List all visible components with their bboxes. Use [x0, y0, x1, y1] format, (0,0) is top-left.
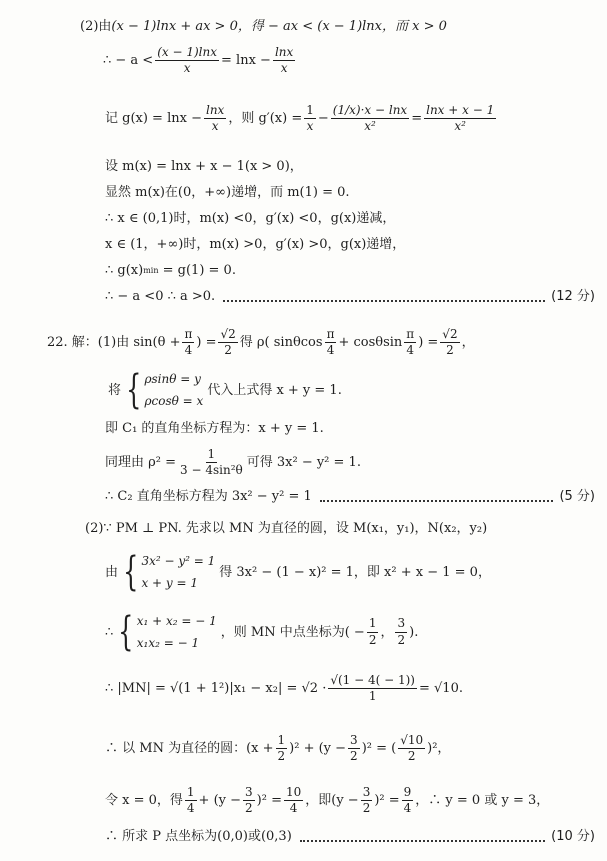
q22-mn-length [105, 674, 463, 703]
score-label: (5 分) [559, 489, 595, 504]
num: 1 [367, 617, 379, 632]
q22-c2-result [105, 490, 595, 503]
den: 2 [350, 749, 358, 764]
text: = √10. [418, 681, 463, 697]
den: 2 [277, 749, 286, 764]
fraction [218, 328, 237, 357]
q22-system2 [105, 549, 491, 595]
text: ，则 MN 中点坐标为( − [220, 624, 365, 640]
leader-dots [223, 292, 545, 302]
text: = lnx − [221, 53, 271, 69]
den: 4 [326, 343, 335, 358]
den: 4 [184, 343, 193, 358]
num: √2 [440, 328, 459, 343]
fraction [204, 104, 226, 133]
text: 22. 解：(1)由 sin(θ + [47, 335, 181, 351]
text: ∴ 以 MN 为直径的圆：(x + [105, 741, 274, 757]
num: lnx + x − 1 [424, 104, 496, 119]
q21-part2-line1 [80, 20, 447, 33]
den: 2 [446, 343, 454, 358]
text: )² = [374, 793, 400, 809]
num: 1 [304, 104, 316, 119]
fraction [243, 786, 255, 815]
text: )² = [256, 793, 282, 809]
den: 1 [368, 689, 377, 704]
fraction [178, 448, 245, 477]
q22-final-answer [105, 830, 595, 843]
left-brace-icon: { [123, 549, 139, 595]
q21-part2-line8 [105, 264, 236, 277]
text: ∴ C₂ 直角坐标方程为 3x² − y² = 1 [105, 489, 312, 504]
text: ，即(y − [305, 793, 359, 809]
text: )² = ( [361, 741, 397, 757]
left-brace-icon: { [126, 367, 142, 413]
num: 3 [348, 734, 360, 749]
den: 3 − 4sin²θ [180, 463, 243, 478]
text: ∴ [105, 624, 114, 640]
num: (x − 1)lnx [155, 46, 219, 61]
text: + cosθsin [338, 335, 403, 351]
fraction [395, 617, 407, 646]
text: )² + (y − [289, 741, 347, 757]
text: ∴ |MN| = √(1 + 1²)|x₁ − x₂| = √2 · [105, 681, 327, 697]
q22-let-x-zero [105, 786, 549, 815]
equation: ρcosθ = x [144, 394, 204, 408]
text: 由 [105, 564, 119, 580]
den: x² [364, 119, 376, 134]
den: x² [454, 119, 466, 134]
text: ，则 g′(x) = [228, 111, 303, 127]
system-of-equations [118, 549, 216, 595]
den: 4 [289, 801, 298, 816]
text: ∴ 所求 P 点坐标为(0,0)或(0,3) [105, 829, 292, 844]
q22-part2-line1: (2)∵ PM ⊥ PN. 先求以 MN 为直径的圆，设 M(x₁，y₁)，N(x₂，y₂) [85, 521, 488, 536]
text: ∴ g(x) [105, 263, 144, 278]
num: 1 [185, 786, 197, 801]
q22-c2-line [105, 448, 361, 477]
num: 10 [284, 786, 303, 801]
den: 4 [406, 343, 415, 358]
num: √2 [218, 328, 237, 343]
num: 9 [402, 786, 414, 801]
q21-part2-line9 [105, 290, 595, 303]
leader-dots [320, 492, 554, 502]
q21-part2-line6: ∴ x ∈ (0,1)时，m(x) <0，g′(x) <0，g(x)递减， [105, 211, 396, 226]
num: π [182, 328, 194, 343]
den: 4 [186, 801, 195, 816]
q21-part2-line2 [103, 46, 297, 75]
fraction [404, 328, 416, 357]
equation: 3x² − y² = 1 [141, 554, 216, 568]
fraction [182, 328, 194, 357]
den: 2 [224, 343, 232, 358]
num: (1/x)·x − lnx [331, 104, 409, 119]
text: 将 [108, 382, 122, 398]
fraction [328, 674, 417, 703]
den: 2 [407, 749, 416, 764]
system-of-equations [121, 367, 204, 413]
num: lnx [204, 104, 226, 119]
system-of-equations [113, 609, 217, 655]
q21-part2-line4: 设 m(x) = lnx + x − 1(x > 0)， [105, 159, 303, 174]
fraction [424, 104, 496, 133]
text: ) = [196, 335, 217, 351]
num: 1 [276, 734, 288, 749]
den: 2 [245, 801, 253, 816]
den: 2 [397, 632, 406, 647]
text: ). [409, 624, 419, 640]
fraction [440, 328, 459, 357]
equation: x₁ + x₂ = − 1 [136, 614, 217, 628]
fraction [367, 617, 379, 646]
text: ， [461, 335, 475, 351]
score-label: (12 分) [551, 289, 595, 304]
text: ) = [418, 335, 439, 351]
text: 得 3x² − (1 − x)² = 1，即 x² + x − 1 = 0， [219, 564, 491, 580]
den: x [211, 119, 219, 134]
num: 3 [395, 617, 407, 632]
q22-system1 [108, 367, 342, 413]
left-brace-icon: { [118, 609, 134, 655]
den: 2 [368, 632, 377, 647]
q21-part2-line5: 显然 m(x)在(0，+∞)递增，而 m(1) = 0. [105, 185, 350, 200]
q22-line1 [47, 328, 475, 357]
num: π [404, 328, 416, 343]
text: 记 g(x) = lnx − [105, 111, 202, 127]
label: (2)由 [80, 19, 112, 34]
q22-circle-equation [105, 734, 450, 763]
q21-part2-line7: x ∈ (1，+∞)时，m(x) >0，g′(x) >0，g(x)递增， [105, 237, 406, 252]
den: 2 [362, 801, 371, 816]
text: = g(1) = 0. [162, 263, 236, 278]
subscript: min [143, 265, 159, 275]
text: + (y − [198, 793, 242, 809]
q22-c1-line: 即 C₁ 的直角坐标方程为：x + y = 1. [105, 421, 324, 436]
num: 3 [361, 786, 373, 801]
text: 同理由 ρ² = [105, 455, 177, 471]
text: ∴ − a < [103, 53, 154, 69]
fraction [402, 786, 414, 815]
num: √(1 − 4( − 1)) [328, 674, 417, 689]
text: ，∴ y = 0 或 y = 3， [415, 793, 550, 809]
den: x [183, 61, 191, 76]
equation: x₁x₂ = − 1 [136, 636, 200, 650]
q22-system3 [105, 609, 419, 655]
text: 可得 3x² − y² = 1. [246, 455, 361, 471]
den: 4 [403, 801, 412, 816]
fraction [325, 328, 337, 357]
equation: x + y = 1 [141, 576, 199, 590]
equation: ρsinθ = y [144, 372, 201, 386]
text: ∴ − a <0 ∴ a >0. [105, 289, 216, 304]
num: π [325, 328, 337, 343]
den: x [306, 119, 314, 134]
text: )²， [427, 741, 451, 757]
expr: (x − 1)lnx + ax > 0，得 − ax < (x − 1)lnx，而 x > 0 [111, 19, 447, 34]
text: 得 ρ( sinθcos [239, 335, 323, 351]
fraction [331, 104, 409, 133]
score-label: (10 分) [551, 829, 595, 844]
num: 1 [206, 448, 218, 463]
fraction [155, 46, 219, 75]
fraction [284, 786, 303, 815]
text: = [411, 111, 423, 127]
den: x [280, 61, 288, 76]
num: √10 [398, 734, 425, 749]
text: 代入上式得 x + y = 1. [207, 382, 342, 398]
fraction [304, 104, 316, 133]
fraction [361, 786, 373, 815]
fraction [348, 734, 360, 763]
fraction [276, 734, 288, 763]
q21-part2-line3 [105, 104, 498, 133]
num: lnx [273, 46, 295, 61]
text: 令 x = 0，得 [105, 793, 183, 809]
text: − [317, 111, 329, 127]
num: 3 [243, 786, 255, 801]
fraction [398, 734, 425, 763]
fraction [273, 46, 295, 75]
text: ， [380, 624, 394, 640]
leader-dots [300, 832, 545, 842]
fraction [185, 786, 197, 815]
